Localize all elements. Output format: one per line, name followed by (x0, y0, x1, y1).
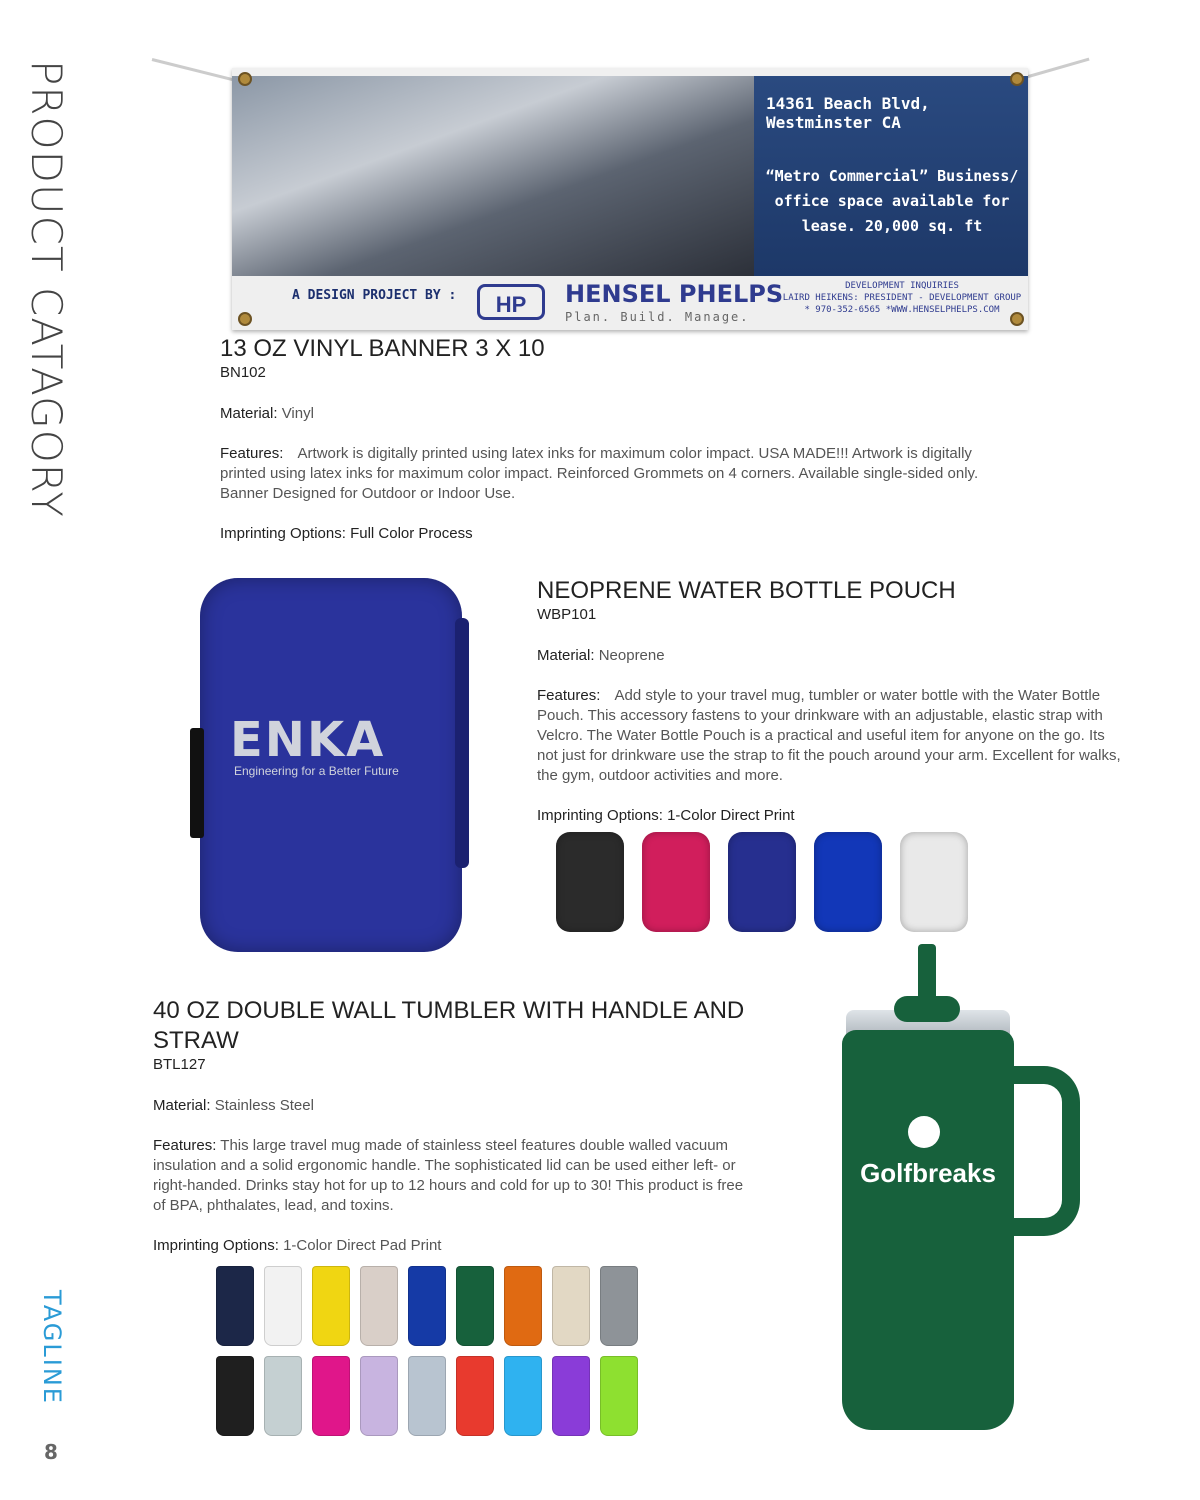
banner-footer (232, 276, 1028, 330)
tumbler-color-option (264, 1266, 302, 1346)
tumbler-brand: Golfbreaks (860, 1158, 996, 1188)
page-number: 8 (44, 1440, 58, 1464)
banner-contact: LAIRD HEIKENS: PRESIDENT - DEVELOPMENT GROUP (782, 293, 1022, 303)
material-value: Neoprene (598, 647, 665, 664)
material-value: Vinyl (281, 405, 314, 422)
tumbler-color-option (504, 1356, 542, 1436)
banner-description: “Metro Commercial” Business/ office space available for lease. 20,000 sq. ft (765, 167, 1019, 235)
side-tagline (38, 1290, 66, 1410)
imprint-label: Imprinting Options: (537, 807, 663, 824)
tumbler-handle (1010, 1066, 1080, 1236)
banner-company-tagline: Plan. Build. Manage. (565, 310, 750, 324)
banner-product-image (232, 68, 1028, 330)
product-title: 13 OZ VINYL BANNER 3 X 10 (220, 335, 545, 362)
tumbler-color-option (600, 1356, 638, 1436)
product-tumbler (153, 996, 753, 1256)
pouch-color-swatches (556, 832, 976, 932)
pouch-color-swatch (642, 832, 710, 932)
tumbler-color-option (552, 1356, 590, 1436)
banner-inquiries-title: DEVELOPMENT INQUIRIES (845, 281, 959, 291)
side-title-text: PRODUCT CATAGORY (22, 60, 71, 518)
product-imprint (220, 524, 1020, 544)
side-tagline-text: TAGLINE (38, 1290, 66, 1405)
material-label: Material: (153, 1097, 211, 1114)
tumbler-color-option (216, 1356, 254, 1436)
product-imprint (537, 806, 1127, 826)
tumbler-color-option (312, 1356, 350, 1436)
building-photo (232, 76, 754, 276)
product-features (153, 1136, 753, 1216)
banner-phone-web: * 970-352-6565 *WWW.HENSELPHELPS.COM (804, 305, 1000, 315)
tumbler-color-option (264, 1356, 302, 1436)
product-banner (220, 334, 1020, 544)
features-text: This large travel mug made of stainless steel features double walled vacuum insulation and a solid ergonomic handle. The sophisticated lid can be used either left- or right-handed. Drinks stay hot for up to 12 hours and cold for up to 30! This product is free of BPA, phthalates, lead, and toxins. (153, 1137, 744, 1214)
features-text: Add style to your travel mug, tumbler or water bottle with the Water Bottle Pouch. This accessory fastens to your drinkware with an adjustable, elastic strap with Velcro. The Water Bottle Pouch is a practical and useful item for anyone on the go. Its not just for drinkware use the strap to fit the pouch around your arm. Excellent for walks, the gym, outdoor activities and more. (537, 687, 1121, 784)
imprint-value: 1-Color Direct Print (667, 807, 795, 824)
features-text: Artwork is digitally printed using latex inks for maximum color impact. USA MADE!!! Artwork is digitally printed using latex inks for maximum color impact. Reinforced Grommets on 4 corners. Available single-sided only. Banner Designed for Outdoor or Indoor Use. (220, 445, 979, 502)
grommet (1010, 72, 1024, 86)
pouch-zipper (455, 618, 469, 868)
product-imprint (153, 1236, 753, 1256)
golf-logo-icon (908, 1116, 940, 1148)
imprint-value: 1-Color Direct Pad Print (283, 1237, 442, 1254)
banner-rope-right (1018, 58, 1090, 81)
tumbler-color-option (408, 1266, 446, 1346)
imprint-value: Full Color Process (350, 525, 473, 542)
product-sku: WBP101 (537, 606, 597, 623)
tumbler-color-option (408, 1356, 446, 1436)
pouch-color-swatch (900, 832, 968, 932)
product-title: NEOPRENE WATER BOTTLE POUCH (537, 577, 956, 604)
tumbler-color-option (600, 1266, 638, 1346)
tumbler-color-option (312, 1266, 350, 1346)
pouch-brand: ENKA (230, 712, 386, 768)
tumbler-straw-cap (894, 996, 960, 1022)
tumbler-color-option (216, 1266, 254, 1346)
features-label: Features: (220, 445, 284, 462)
pouch-color-swatch (728, 832, 796, 932)
imprint-label: Imprinting Options: (220, 525, 346, 542)
tumbler-color-options (216, 1266, 646, 1436)
product-sku: BN102 (220, 364, 266, 381)
product-features (537, 686, 1127, 786)
features-label: Features: (153, 1137, 217, 1154)
product-sku: BTL127 (153, 1056, 206, 1073)
tumbler-color-option (360, 1356, 398, 1436)
tumbler-color-option (456, 1356, 494, 1436)
grommet (1010, 312, 1024, 326)
banner-info-panel (754, 76, 1028, 276)
pouch-brand-tagline: Engineering for a Better Future (234, 764, 399, 778)
imprint-label: Imprinting Options: (153, 1237, 279, 1254)
product-features (220, 444, 1020, 504)
pouch-color-swatch (814, 832, 882, 932)
product-material (153, 1096, 753, 1116)
features-label: Features: (537, 687, 601, 704)
pouch-color-swatch (556, 832, 624, 932)
product-pouch (537, 576, 1127, 826)
pouch-product-image (200, 578, 462, 952)
banner-inquiries (782, 280, 1022, 316)
product-material (220, 404, 1020, 424)
banner-rope-left (152, 58, 240, 83)
tumbler-color-option (552, 1266, 590, 1346)
banner-design-by: A DESIGN PROJECT BY : (292, 288, 457, 303)
tumbler-color-option (456, 1266, 494, 1346)
banner-company: HENSEL PHELPS (565, 280, 784, 308)
material-label: Material: (537, 647, 595, 664)
material-label: Material: (220, 405, 278, 422)
banner-address: 14361 Beach Blvd, Westminster CA (766, 94, 930, 132)
tumbler-color-option (504, 1266, 542, 1346)
grommet (238, 72, 252, 86)
material-value: Stainless Steel (214, 1097, 314, 1114)
product-title: 40 OZ DOUBLE WALL TUMBLER WITH HANDLE AND STRAW (153, 997, 745, 1054)
hp-logo: HP (477, 284, 545, 320)
tumbler-color-option (360, 1266, 398, 1346)
tumbler-product-image (842, 1030, 1014, 1430)
grommet (238, 312, 252, 326)
product-material (537, 646, 1127, 666)
side-title (22, 60, 82, 660)
pouch-strap (190, 728, 204, 838)
